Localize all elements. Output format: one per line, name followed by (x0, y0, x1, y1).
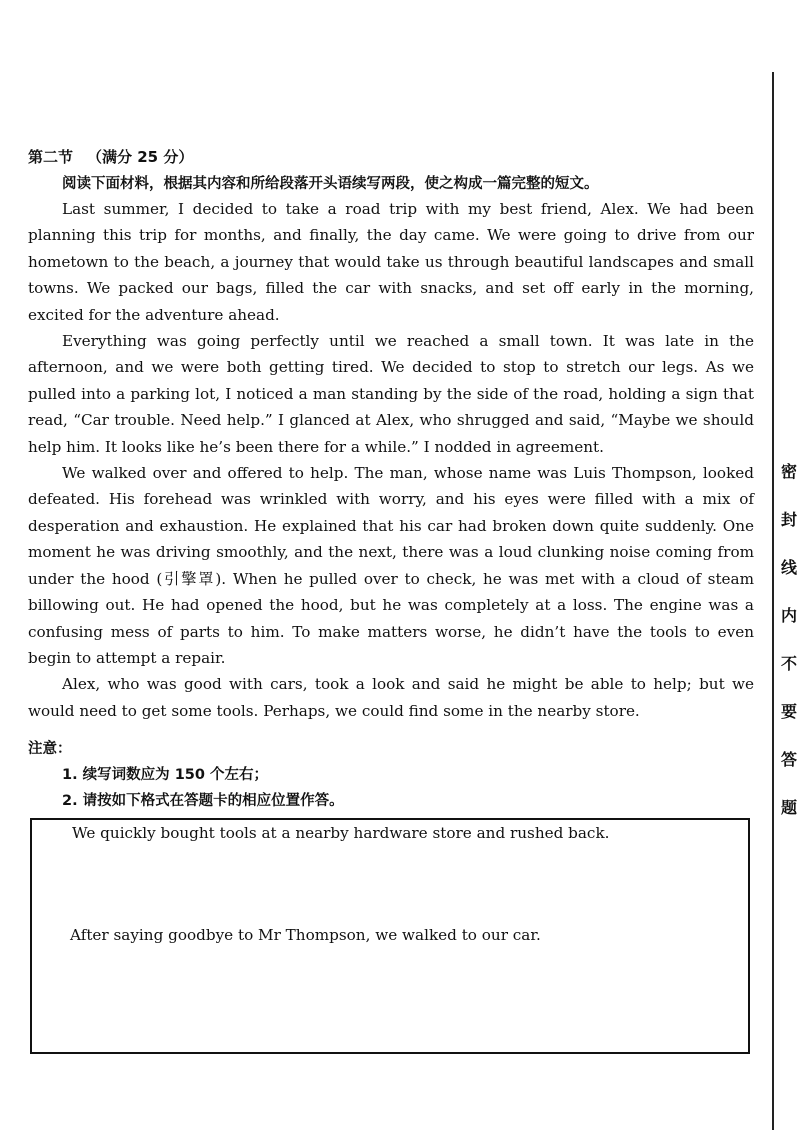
passage-paragraph: Everything was going perfectly until we reached a small town. It was late in the afternoon, and we were both getting tired. We decided to stop to stretch our legs. As we pulled into a parking lot, I noticed a man standing by the side of the road, holding a sign that read, “Car trouble. Need help.” I glanced at Alex, who shrugged and said, “Maybe we should help him. It looks like he’s been there for a while.” I nodded in agreement. (28, 332, 754, 456)
passage-paragraph: Alex, who was good with cars, took a look and said he might be able to help; but we would need to get some tools. Perhaps, we could find some in the nearby store. (28, 675, 754, 720)
task-instruction: 阅读下面材料，根据其内容和所给段落开头语续写两段，使之构成一篇完整的短文。 (62, 176, 599, 192)
seal-char: 答 (780, 750, 797, 769)
reading-passage (28, 196, 754, 724)
paragraph-starter-1: We quickly bought tools at a nearby hardware store and rushed back. (72, 824, 610, 842)
notes-title: 注意： (28, 741, 72, 757)
seal-char: 要 (780, 702, 797, 721)
notes-block (28, 736, 344, 814)
seal-char: 线 (780, 558, 797, 577)
seal-char: 题 (780, 798, 797, 817)
section-score: （满分 25 分） (87, 148, 194, 166)
section-heading (28, 146, 193, 167)
answer-box[interactable] (30, 818, 750, 1054)
passage-paragraph: We walked over and offered to help. The man, whose name was Luis Thompson, looked defeated. His forehead was wrinkled with worry, and his eyes were filled with a mix of desperation and exhaustion. He explained that his car had broken down quite suddenly. One moment he was driving smoothly, and the next, there was a loud clunking noise coming from under the hood (引擎罩). When he pulled over to check, he was met with a cloud of steam billowing out. He had opened the hood, but he was completely at a loss. The engine was a confusing mess of parts to him. To make matters worse, he didn’t have the tools to even begin to attempt a repair. (28, 464, 754, 667)
seal-char: 不 (780, 654, 797, 673)
note-item: 2. 请按如下格式在答题卡的相应位置作答。 (62, 793, 344, 809)
binding-line (772, 72, 774, 1130)
section-title: 第二节 (28, 148, 74, 166)
passage-paragraph: Last summer, I decided to take a road trip with my best friend, Alex. We had been planning this trip for months, and finally, the day came. We were going to drive from our hometown to the beach, a journey that would take us through beautiful landscapes and small towns. We packed our bags, filled the car with snacks, and set off early in the morning, excited for the adventure ahead. (28, 200, 754, 324)
seal-char: 内 (780, 606, 797, 625)
paragraph-starter-2: After saying goodbye to Mr Thompson, we walked to our car. (70, 926, 541, 944)
seal-char: 密 (780, 462, 797, 481)
seal-line-notice (778, 462, 800, 846)
note-item: 1. 续写词数应为 150 个左右； (62, 767, 269, 783)
seal-char: 封 (780, 510, 797, 529)
